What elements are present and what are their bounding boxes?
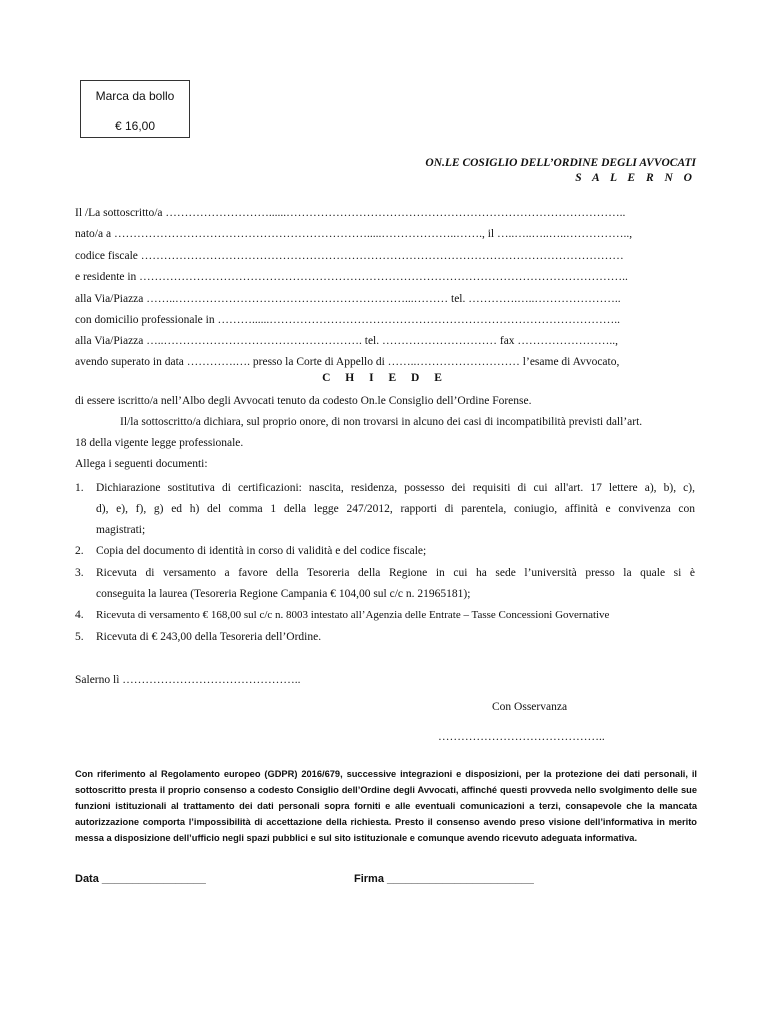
document-item	[75, 627, 695, 648]
document-text-line: Ricevuta di € 243,00 della Tesoreria dell’Ordine.	[96, 631, 322, 643]
place-date-line: Salerno lì ………………………………………..	[75, 674, 301, 686]
form-line-exam: avendo superato in data ………….…. presso la Corte di Appello di ……..……………………… l’esame di Avvocato,	[75, 356, 620, 368]
declaration-text-1: Il/la sottoscritto/a dichiara, sul proprio onore, di non trovarsi in alcuno dei casi di incompatibilità previsti dall’art.	[120, 416, 643, 428]
document-text-line: Copia del documento di identità in corso di validità e del codice fiscale;	[96, 545, 427, 557]
revenue-stamp-box	[80, 80, 190, 138]
document-item	[75, 563, 695, 605]
document-text-line: magistrati;	[96, 524, 146, 536]
document-item	[75, 478, 695, 541]
document-text-line: conseguita la laurea (Tesoreria Regione Campania € 104,00 sul c/c n. 21965181);	[96, 588, 471, 600]
form-line-residence: e residente in ………………………………………………………………………………………………………………..	[75, 271, 628, 283]
stamp-amount: € 16,00	[114, 119, 156, 133]
document-text-line: Dichiarazione sostitutiva di certificazioni: nascita, residenza, possesso dei requisiti di cui all'art. 17 lettere a), b), c),	[96, 482, 695, 494]
addressee-header	[425, 156, 696, 186]
document-item	[75, 541, 695, 562]
document-text-line: Ricevuta di versamento € 168,00 sul c/c n. 8003 intestato all’Agenzia delle Entrate – Tasse Concessioni Governative	[96, 609, 610, 621]
request-text: di essere iscritto/a nell’Albo degli Avvocati tenuto da codesto On.le Consiglio dell’Ordine Forense.	[75, 395, 532, 407]
document-item	[75, 605, 695, 626]
closing-salutation: Con Osservanza	[492, 701, 568, 713]
signature-field[interactable]: Firma ________________________	[354, 873, 534, 885]
addressee-city: S A L E R N O	[575, 172, 696, 184]
form-line-name: Il /La sottoscritto/a ………………………......……………………………………………………………………………..	[75, 207, 626, 219]
privacy-consent-text: Con riferimento al Regolamento europeo (GDPR) 2016/679, successive integrazioni e disposizioni, per la protezione dei dati personali, il sottoscritto presta il proprio consenso a codesto Consiglio dell’Ordine degli Avvocati, affinché questi provveda nello svolgimento delle sue funzioni istituzionali al trattamento dei dati personali sopra forniti e alle eventuali comunicazioni a terzi, consapevole che la mancata autorizzazione comporta l’impossibilità di accettazione della richiesta. Presto il consenso avendo preso visione dell’informativa in merito messa a disposizione dell’ufficio negli spazi pubblici e sul sito istituzionale e comunque avendo ricevuto adeguata informativa.	[75, 769, 697, 843]
form-line-tax-code: codice fiscale ………………………………………………………………………………………………………………	[75, 250, 624, 262]
document-text-line: d), e), f), g) ed h) del comma 1 della legge 247/2012, rapporti di parentela, coniugio, affinità e convivenza con	[96, 503, 695, 515]
document-number: 4.	[75, 609, 84, 621]
stamp-label: Marca da bollo	[95, 89, 175, 103]
request-heading: C H I E D E	[322, 372, 448, 384]
form-line-street-phone: alla Via/Piazza ……..……………………………………………………...……… tel. ………….…..…………………..	[75, 293, 621, 305]
declaration-text-2: 18 della vigente legge professionale.	[75, 437, 244, 449]
document-text-line: Ricevuta di versamento a favore della Tesoreria della Regione in cui ha sede l’università presso la quale si è	[96, 567, 695, 579]
addressee-line: ON.LE COSIGLIO DELL’ORDINE DEGLI AVVOCATI	[425, 157, 696, 169]
form-line-street-phone-fax: alla Via/Piazza …..……………………………………………. tel. ………………………… fax ……………………..,	[75, 335, 619, 347]
signature-line: ……………………………………..	[438, 731, 605, 743]
document-number: 1.	[75, 482, 84, 494]
document-number: 5.	[75, 631, 84, 643]
form-line-birth: nato/a a ………………………………………………………….....………………..……., il …..…..…..…..……………..,	[75, 228, 633, 240]
form-line-professional-domicile: con domicilio professionale in ………......………………………………………………………………………………..	[75, 314, 620, 326]
document-number: 2.	[75, 545, 84, 557]
document-number: 3.	[75, 567, 84, 579]
date-field[interactable]: Data _________________	[75, 873, 206, 885]
attachments-intro: Allega i seguenti documenti:	[75, 458, 208, 470]
